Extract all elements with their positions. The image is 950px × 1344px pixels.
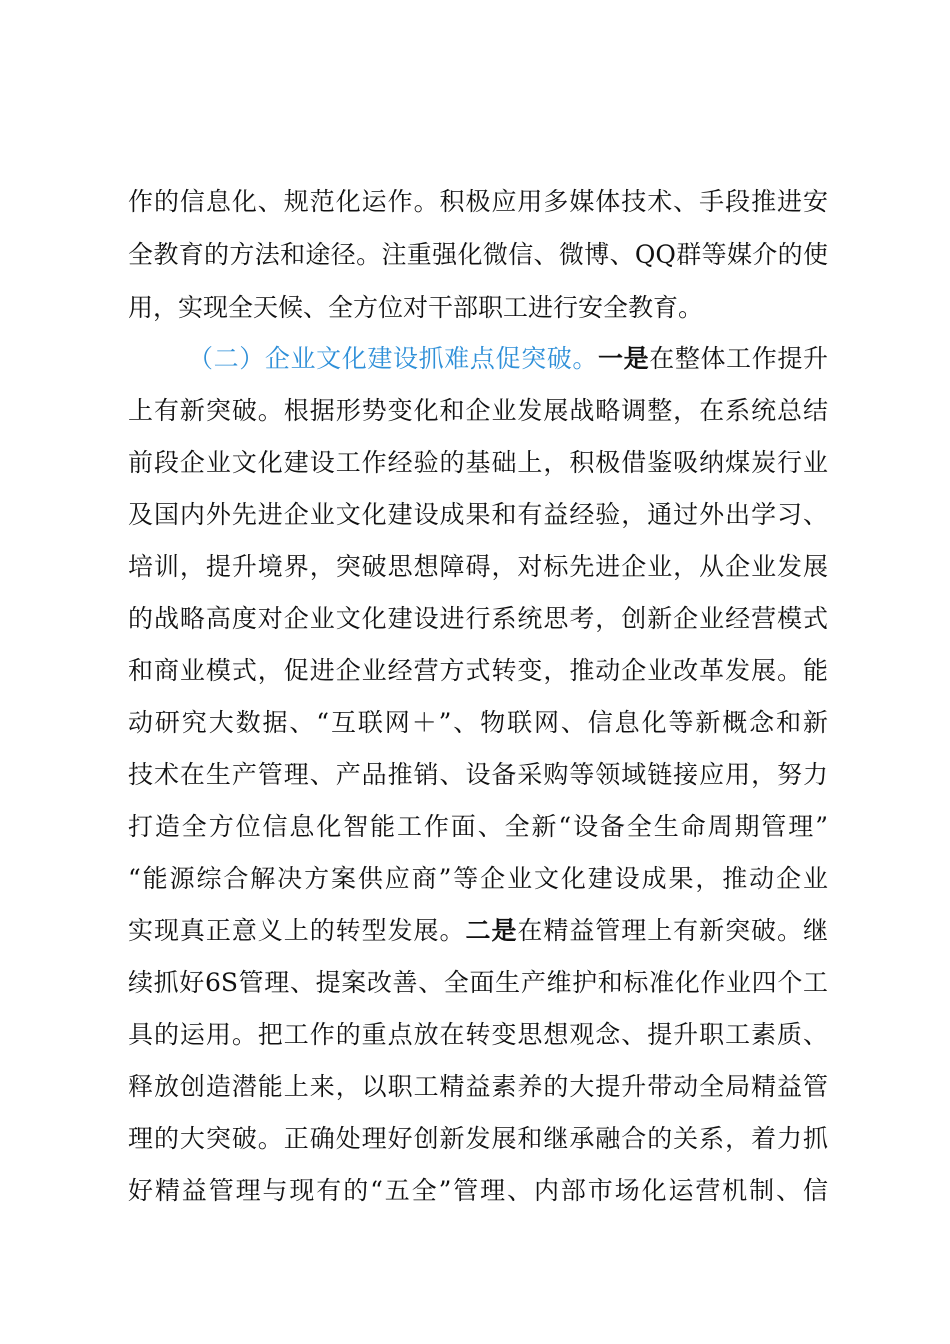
text-line: 培训，提升境界，突破思想障碍，对标先进企业，从企业发展 xyxy=(128,552,828,581)
text-line: 全教育的方法和途径。注重强化微信、微博、QQ群等媒介的使 xyxy=(128,240,828,269)
text-line: 和商业模式，促进企业经营方式转变，推动企业改革发展。能 xyxy=(128,656,828,685)
text-span: 在精益管理上有新突破。继 xyxy=(517,916,828,945)
text-line: 前段企业文化建设工作经验的基础上，积极借鉴吸纳煤炭行业 xyxy=(128,448,828,477)
section-heading-line xyxy=(188,339,828,379)
text-span: 在整体工作提升 xyxy=(649,344,828,373)
text-line: 具的运用。把工作的重点放在转变思想观念、提升职工素质、 xyxy=(128,1020,828,1049)
text-line: 好精益管理与现有的“五全”管理、内部市场化运营机制、信 xyxy=(128,1176,828,1205)
text-line: 的战略高度对企业文化建设进行系统思考，创新企业经营模式 xyxy=(128,604,828,633)
text-line: “能源综合解决方案供应商”等企业文化建设成果，推动企业 xyxy=(128,864,828,893)
text-line: 动研究大数据、“互联网＋”、物联网、信息化等新概念和新 xyxy=(128,708,828,737)
text-line: 技术在生产管理、产品推销、设备采购等领域链接应用，努力 xyxy=(128,760,828,789)
text-span: 实现真正意义上的转型发展。 xyxy=(128,916,466,945)
text-line: 用，实现全天候、全方位对干部职工进行安全教育。 xyxy=(128,293,704,322)
text-line: 及国内外先进企业文化建设成果和有益经验，通过外出学习、 xyxy=(128,500,828,529)
text-line: 理的大突破。正确处理好创新发展和继承融合的关系，着力抓 xyxy=(128,1124,828,1153)
text-line: 作的信息化、规范化运作。积极应用多媒体技术、手段推进安 xyxy=(128,187,828,216)
point-marker: 二是 xyxy=(465,916,518,945)
section-heading: （二）企业文化建设抓难点促突破。 xyxy=(188,344,598,373)
text-line: 释放创造潜能上来，以职工精益素养的大提升带动全局精益管 xyxy=(128,1072,828,1101)
text-line: 续抓好6S管理、提案改善、全面生产维护和标准化作业四个工 xyxy=(128,968,828,997)
point-marker: 一是 xyxy=(597,344,650,373)
text-line: 上有新突破。根据形势变化和企业发展战略调整，在系统总结 xyxy=(128,396,828,425)
text-line xyxy=(128,911,828,951)
text-line: 打造全方位信息化智能工作面、全新“设备全生命周期管理” xyxy=(128,812,828,841)
